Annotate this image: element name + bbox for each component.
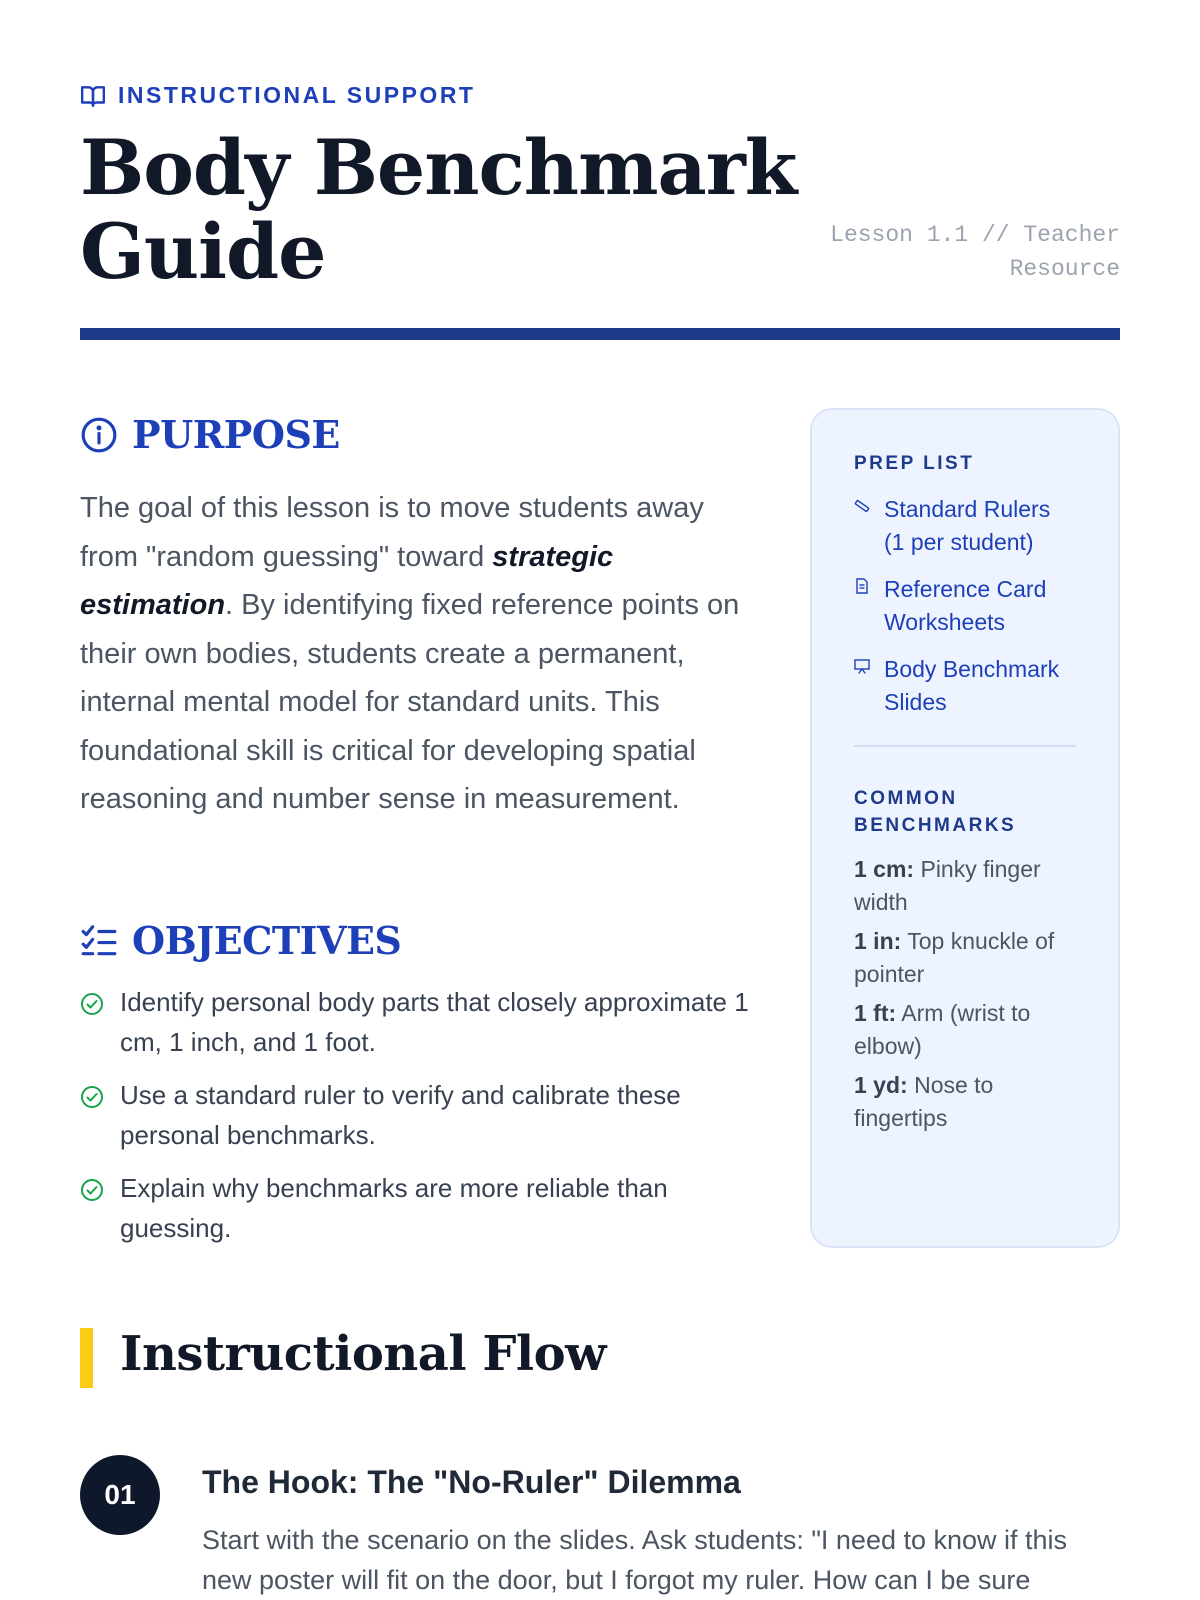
book-open-icon — [80, 83, 106, 109]
step-title: The Hook: The "No-Ruler" Dilemma — [202, 1464, 741, 1500]
purpose-paragraph — [80, 484, 750, 824]
ruler-icon — [854, 498, 870, 514]
step-number-badge: 01 — [80, 1455, 160, 1535]
check-circle-icon — [80, 1178, 104, 1202]
check-circle-icon — [80, 992, 104, 1016]
sidebar-divider — [854, 745, 1076, 747]
presentation-icon — [854, 658, 870, 674]
objectives-heading-label: OBJECTIVES — [132, 918, 402, 963]
benchmark-unit: 1 ft: — [854, 1000, 897, 1026]
objectives-list — [80, 982, 750, 1261]
instructional-flow-heading: Instructional Flow — [120, 1326, 606, 1382]
objectives-heading — [80, 918, 401, 963]
prep-item[interactable] — [854, 493, 1076, 559]
eyebrow-label: INSTRUCTIONAL SUPPORT — [118, 82, 476, 108]
resource-sidebar — [810, 408, 1120, 1248]
benchmark-description: Arm (wrist to elbow) — [854, 1000, 1031, 1059]
prep-list — [854, 493, 1076, 719]
benchmark-unit: 1 in: — [854, 928, 902, 954]
purpose-text-end: . By identifying fixed reference points on their own bodies, students create a permanent, internal mental model for standard units. This foundational skill is critical for developing spatial reasoning and number sense in measurement. — [80, 589, 740, 815]
prep-item[interactable] — [854, 653, 1076, 719]
benchmarks-list — [854, 853, 1076, 1135]
benchmark-unit: 1 yd: — [854, 1072, 908, 1098]
prep-item-label[interactable]: Reference Card Worksheets — [884, 576, 1047, 635]
purpose-emphasis: strategic estimation — [80, 540, 614, 621]
benchmark-description: Top knuckle of pointer — [854, 928, 1055, 987]
benchmark-item — [854, 925, 1076, 991]
benchmark-description: Pinky finger width — [854, 856, 1041, 915]
lesson-reference: Lesson 1.1 // Teacher Resource — [830, 222, 1120, 282]
step-body: Start with the scenario on the slides. Ask students: "I need to know if this new poster will fit on the door, but I forgot my ruler. How can I be sure — [202, 1525, 1068, 1595]
benchmark-item — [854, 1069, 1076, 1135]
eyebrow — [80, 82, 475, 109]
benchmark-item — [854, 997, 1076, 1063]
info-icon — [80, 416, 118, 454]
objective-text: Explain why benchmarks are more reliable than guessing. — [120, 1173, 668, 1243]
check-circle-icon — [80, 1085, 104, 1109]
header-rule — [80, 328, 1120, 340]
document-icon — [854, 578, 870, 594]
purpose-heading-label: PURPOSE — [132, 412, 340, 457]
prep-item[interactable] — [854, 573, 1076, 639]
checklist-icon — [80, 922, 118, 960]
purpose-text-start: The goal of this lesson is to move students away from "random guessing" toward — [80, 492, 704, 573]
section-accent-bar — [80, 1328, 93, 1388]
benchmark-unit: 1 cm: — [854, 856, 915, 882]
guide-page — [80, 0, 1120, 1600]
benchmark-item — [854, 853, 1076, 919]
prep-list-heading: PREP LIST — [854, 453, 975, 474]
objective-item — [80, 1075, 750, 1155]
benchmark-description: Nose to fingertips — [854, 1072, 994, 1131]
objective-item — [80, 1168, 750, 1248]
benchmarks-heading: COMMON BENCHMARKS — [854, 788, 1017, 836]
objective-text: Identify personal body parts that closely approximate 1 cm, 1 inch, and 1 foot. — [120, 987, 749, 1057]
prep-item-label[interactable]: Body Benchmark Slides — [884, 656, 1060, 715]
prep-item-label[interactable]: Standard Rulers (1 per student) — [884, 496, 1051, 555]
objective-item — [80, 982, 750, 1062]
page-title: Body Benchmark Guide — [80, 123, 797, 296]
objective-text: Use a standard ruler to verify and calibrate these personal benchmarks. — [120, 1080, 681, 1150]
purpose-heading — [80, 412, 340, 457]
